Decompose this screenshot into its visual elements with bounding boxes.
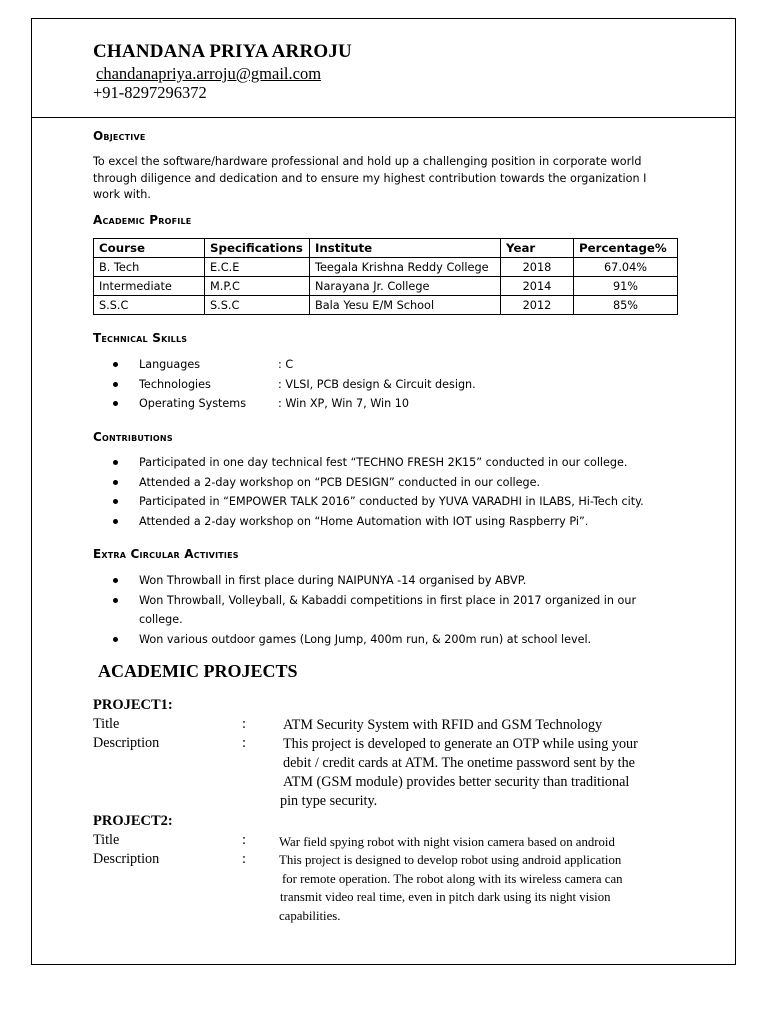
cell-institute: Bala Yesu E/M School	[310, 296, 501, 315]
list-item	[111, 492, 644, 512]
table-header-row	[94, 239, 678, 258]
activities-list	[111, 571, 636, 649]
activity-text: college.	[139, 613, 183, 626]
objective-text	[93, 154, 683, 204]
description-key: Description	[93, 735, 160, 751]
bullet-icon	[113, 578, 118, 583]
col-institute: Institute	[310, 239, 501, 258]
desc-line: This project is designed to develop robot using android application	[279, 853, 622, 867]
header-divider	[31, 117, 736, 118]
list-item-continuation	[111, 610, 636, 630]
project1-title: ATM Security System with RFID and GSM Technology	[283, 717, 603, 733]
email-link[interactable]: chandanapriya.arroju@gmail.com	[96, 64, 322, 83]
skill-label: Technologies	[139, 377, 211, 391]
cell-year: 2014	[501, 277, 574, 296]
bullet-icon	[113, 362, 118, 367]
colon: :	[242, 851, 246, 867]
academic-table	[93, 238, 678, 315]
desc-line: for remote operation. The robot along with its wireless camera can	[282, 871, 623, 886]
technical-skills-heading: Technical Skills	[93, 331, 188, 345]
cell-spec: M.P.C	[205, 277, 310, 296]
academic-profile-heading: Academic Profile	[93, 213, 192, 227]
desc-line: pin type security.	[280, 793, 378, 809]
contribution-text: Participated in “EMPOWER TALK 2016” conducted by YUVA VARADHI in ILABS, Hi-Tech city.	[139, 495, 644, 508]
cell-course: Intermediate	[94, 277, 205, 296]
bullet-icon	[113, 637, 118, 642]
desc-line: capabilities.	[279, 908, 341, 923]
project2-title: War field spying robot with night vision camera based on android	[279, 835, 615, 849]
col-percentage: Percentage%	[574, 239, 678, 258]
desc-line: debit / credit cards at ATM. The onetime password sent by the	[283, 755, 635, 771]
objective-heading: Objective	[93, 129, 146, 143]
cell-spec: S.S.C	[205, 296, 310, 315]
colon: :	[242, 716, 246, 732]
project1-description	[280, 735, 638, 811]
objective-line: work with.	[93, 188, 151, 201]
table-row	[94, 277, 678, 296]
col-specifications: Specifications	[205, 239, 310, 258]
extra-activities-heading: Extra Circular Activities	[93, 547, 239, 561]
colon: :	[242, 832, 246, 848]
objective-line: To excel the software/hardware professional and hold up a challenging position in corporate world	[93, 155, 642, 168]
bullet-icon	[113, 460, 118, 465]
desc-line: ATM (GSM module) provides better security than traditional	[283, 774, 630, 790]
table-row	[94, 296, 678, 315]
contributions-heading: Contributions	[93, 430, 173, 444]
list-item	[111, 394, 476, 414]
skill-value: : VLSI, PCB design & Circuit design.	[278, 377, 476, 391]
col-year: Year	[501, 239, 574, 258]
list-item	[111, 630, 636, 650]
cell-percentage: 91%	[574, 277, 678, 296]
list-item	[111, 473, 644, 493]
title-key: Title	[93, 832, 120, 848]
cell-course: S.S.C	[94, 296, 205, 315]
cell-year: 2018	[501, 258, 574, 277]
contribution-text: Participated in one day technical fest “TECHNO FRESH 2K15” conducted in our college.	[139, 456, 628, 469]
bullet-icon	[113, 480, 118, 485]
list-item	[111, 571, 636, 591]
project2-label: PROJECT2:	[93, 813, 173, 829]
skills-list	[111, 355, 476, 414]
desc-line: This project is developed to generate an OTP while using your	[283, 736, 638, 752]
cell-spec: E.C.E	[205, 258, 310, 277]
project2-description	[279, 851, 623, 925]
colon: :	[242, 735, 246, 751]
project1-label: PROJECT1:	[93, 697, 173, 713]
list-item	[111, 512, 644, 532]
bullet-icon	[113, 519, 118, 524]
list-item	[111, 591, 636, 611]
objective-line: through diligence and dedication and to ensure my highest contribution towards the organization I	[93, 171, 647, 185]
skill-label: Languages	[139, 358, 201, 371]
projects-heading: ACADEMIC PROJECTS	[98, 661, 298, 681]
activity-text: Won Throwball in first place during NAIPUNYA -14 organised by ABVP.	[139, 574, 527, 587]
bullet-icon	[113, 382, 118, 387]
contributions-list	[111, 453, 644, 531]
activity-text: Won Throwball, Volleyball, & Kabaddi competitions in first place in 2017 organized in our	[139, 593, 637, 607]
col-course: Course	[94, 239, 205, 258]
cell-institute: Teegala Krishna Reddy College	[310, 258, 501, 277]
description-key: Description	[93, 851, 160, 867]
activity-text: Won various outdoor games (Long Jump, 400m run, & 200m run) at school level.	[139, 632, 592, 646]
cell-year: 2012	[501, 296, 574, 315]
list-item	[111, 453, 644, 473]
desc-line: transmit video real time, even in pitch dark using its night vision	[280, 890, 611, 904]
candidate-name: CHANDANA PRIYA ARROJU	[93, 41, 352, 62]
bullet-icon	[113, 598, 118, 603]
skill-value: : Win XP, Win 7, Win 10	[278, 397, 410, 410]
cell-institute: Narayana Jr. College	[310, 277, 501, 296]
cell-percentage: 67.04%	[574, 258, 678, 277]
title-key: Title	[93, 716, 120, 732]
list-item	[111, 355, 476, 375]
table-row	[94, 258, 678, 277]
bullet-icon	[113, 499, 118, 504]
contribution-text: Attended a 2-day workshop on “Home Automation with IOT using Raspberry Pi”.	[139, 514, 589, 528]
phone-number: +91-8297296372	[93, 83, 207, 102]
skill-label: Operating Systems	[139, 397, 247, 410]
skill-value: : C	[278, 358, 294, 371]
cell-course: B. Tech	[94, 258, 205, 277]
bullet-icon	[113, 401, 118, 406]
cell-percentage: 85%	[574, 296, 678, 315]
contribution-text: Attended a 2-day workshop on “PCB DESIGN” conducted in our college.	[139, 475, 541, 489]
list-item	[111, 375, 476, 395]
